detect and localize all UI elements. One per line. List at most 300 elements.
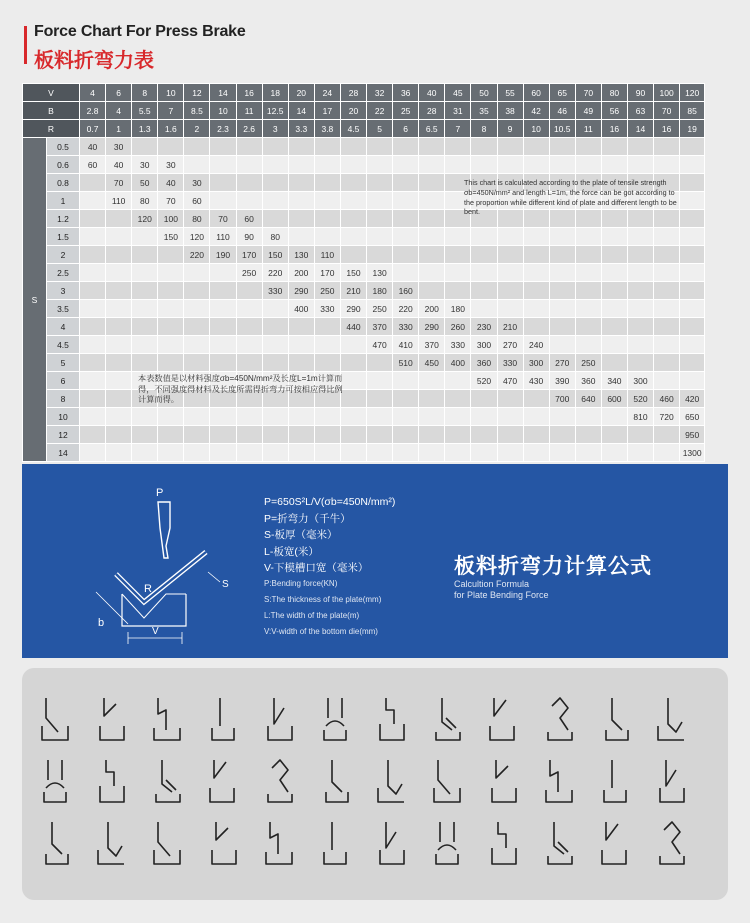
table-row bbox=[23, 300, 705, 318]
force-cell bbox=[393, 228, 419, 246]
force-cell bbox=[601, 318, 627, 336]
force-cell bbox=[184, 156, 210, 174]
force-cell bbox=[184, 318, 210, 336]
b-header-cell: 2.8 bbox=[80, 102, 106, 120]
thickness-value: 1 bbox=[47, 192, 80, 210]
force-cell: 520 bbox=[627, 390, 653, 408]
force-cell bbox=[654, 228, 680, 246]
formula-line: S-板厚（毫米） bbox=[264, 529, 338, 541]
force-cell bbox=[262, 354, 288, 372]
force-cell bbox=[314, 318, 340, 336]
v-header-cell: 24 bbox=[314, 84, 340, 102]
force-cell: 90 bbox=[236, 228, 262, 246]
force-cell bbox=[262, 192, 288, 210]
force-cell bbox=[627, 282, 653, 300]
b-header-cell: 70 bbox=[654, 102, 680, 120]
force-cell: 290 bbox=[288, 282, 314, 300]
force-cell bbox=[262, 426, 288, 444]
thickness-value: 2 bbox=[47, 246, 80, 264]
force-cell bbox=[106, 264, 132, 282]
thickness-value: 5 bbox=[47, 354, 80, 372]
force-cell bbox=[575, 318, 601, 336]
bending-profile-icon bbox=[38, 758, 72, 804]
force-cell bbox=[340, 408, 366, 426]
table-row bbox=[23, 138, 705, 156]
table-row bbox=[23, 264, 705, 282]
force-cell bbox=[106, 408, 132, 426]
r-header-cell: 9 bbox=[497, 120, 523, 138]
r-header-cell: 16 bbox=[654, 120, 680, 138]
table-row bbox=[23, 336, 705, 354]
force-cell bbox=[262, 336, 288, 354]
thickness-value: 1.5 bbox=[47, 228, 80, 246]
b-header-cell: 56 bbox=[601, 102, 627, 120]
force-cell: 60 bbox=[80, 156, 106, 174]
force-cell bbox=[158, 282, 184, 300]
bending-profile-icon bbox=[318, 696, 352, 742]
force-cell: 290 bbox=[340, 300, 366, 318]
force-cell: 470 bbox=[367, 336, 393, 354]
thickness-value: 10 bbox=[47, 408, 80, 426]
force-cell bbox=[575, 426, 601, 444]
bending-profile-icon bbox=[542, 820, 576, 866]
formula-legend bbox=[264, 576, 381, 640]
force-cell: 80 bbox=[184, 210, 210, 228]
table-row bbox=[23, 390, 705, 408]
v-header-cell: 50 bbox=[471, 84, 497, 102]
force-cell bbox=[158, 300, 184, 318]
diagram-label-s: S bbox=[222, 579, 229, 590]
force-cell bbox=[314, 408, 340, 426]
table-row bbox=[23, 426, 705, 444]
v-header-cell: 8 bbox=[132, 84, 158, 102]
force-cell: 130 bbox=[288, 246, 314, 264]
force-cell bbox=[106, 318, 132, 336]
force-cell: 720 bbox=[654, 408, 680, 426]
b-header-cell: 42 bbox=[523, 102, 549, 120]
thickness-value: 3 bbox=[47, 282, 80, 300]
force-cell bbox=[601, 426, 627, 444]
force-cell: 30 bbox=[158, 156, 184, 174]
force-cell bbox=[236, 192, 262, 210]
force-cell bbox=[158, 264, 184, 282]
v-header-cell: 80 bbox=[601, 84, 627, 102]
force-cell bbox=[80, 192, 106, 210]
force-cell bbox=[288, 444, 314, 462]
force-cell bbox=[601, 138, 627, 156]
force-cell bbox=[158, 138, 184, 156]
v-header-cell: 65 bbox=[549, 84, 575, 102]
force-cell: 170 bbox=[236, 246, 262, 264]
force-cell bbox=[80, 210, 106, 228]
force-cell bbox=[523, 408, 549, 426]
b-header-cell: 8.5 bbox=[184, 102, 210, 120]
force-cell bbox=[627, 264, 653, 282]
r-header-cell: 3.3 bbox=[288, 120, 314, 138]
bending-profile-icon bbox=[374, 696, 408, 742]
force-cell: 810 bbox=[627, 408, 653, 426]
legend-line: S:The thickness of the plate(mm) bbox=[264, 595, 382, 604]
table-row bbox=[23, 228, 705, 246]
force-cell bbox=[627, 318, 653, 336]
force-cell bbox=[184, 444, 210, 462]
force-cell bbox=[654, 300, 680, 318]
v-header-cell: 6 bbox=[106, 84, 132, 102]
force-cell bbox=[654, 282, 680, 300]
bending-profile-icon bbox=[38, 820, 72, 866]
legend-line: P:Bending force(KN) bbox=[264, 579, 338, 588]
b-header-row bbox=[23, 102, 705, 120]
b-header-cell: 17 bbox=[314, 102, 340, 120]
force-cell: 160 bbox=[393, 282, 419, 300]
force-cell bbox=[132, 246, 158, 264]
force-cell: 40 bbox=[158, 174, 184, 192]
force-cell: 110 bbox=[106, 192, 132, 210]
formula-title-en-line-1: Calcultion Formula bbox=[454, 579, 530, 589]
force-cell bbox=[627, 156, 653, 174]
force-cell bbox=[132, 318, 158, 336]
force-cell bbox=[497, 300, 523, 318]
force-cell bbox=[314, 138, 340, 156]
bending-profile-icon bbox=[262, 758, 296, 804]
force-cell bbox=[654, 426, 680, 444]
force-cell bbox=[80, 426, 106, 444]
force-cell bbox=[367, 444, 393, 462]
formula-title-en-line-2: for Plate Bending Force bbox=[454, 590, 549, 600]
thickness-value: 0.8 bbox=[47, 174, 80, 192]
r-header-cell: 2.3 bbox=[210, 120, 236, 138]
thickness-value: 1.2 bbox=[47, 210, 80, 228]
force-cell bbox=[210, 300, 236, 318]
force-cell bbox=[445, 408, 471, 426]
force-cell: 450 bbox=[419, 354, 445, 372]
force-cell: 300 bbox=[523, 354, 549, 372]
force-cell bbox=[262, 408, 288, 426]
force-cell bbox=[314, 156, 340, 174]
force-cell bbox=[445, 264, 471, 282]
force-cell bbox=[497, 228, 523, 246]
r-header-cell: 2.6 bbox=[236, 120, 262, 138]
force-cell bbox=[601, 156, 627, 174]
force-cell: 120 bbox=[184, 228, 210, 246]
force-cell bbox=[132, 408, 158, 426]
force-cell bbox=[236, 282, 262, 300]
force-cell: 210 bbox=[340, 282, 366, 300]
force-cell bbox=[445, 138, 471, 156]
r-header-cell: 7 bbox=[445, 120, 471, 138]
force-cell bbox=[654, 138, 680, 156]
force-cell bbox=[80, 408, 106, 426]
force-cell bbox=[80, 228, 106, 246]
force-cell bbox=[184, 426, 210, 444]
thickness-value: 0.6 bbox=[47, 156, 80, 174]
force-cell bbox=[549, 318, 575, 336]
force-cell: 30 bbox=[132, 156, 158, 174]
force-cell bbox=[393, 156, 419, 174]
v-header-cell: 45 bbox=[445, 84, 471, 102]
force-cell bbox=[549, 246, 575, 264]
force-cell bbox=[106, 282, 132, 300]
force-cell: 180 bbox=[445, 300, 471, 318]
force-cell bbox=[132, 354, 158, 372]
thickness-value: 0.5 bbox=[47, 138, 80, 156]
force-cell bbox=[367, 354, 393, 372]
force-cell bbox=[184, 336, 210, 354]
force-cell bbox=[184, 282, 210, 300]
force-cell bbox=[575, 228, 601, 246]
r-header-cell: 1.6 bbox=[158, 120, 184, 138]
diagram-label-r: R bbox=[144, 583, 152, 595]
force-cell bbox=[680, 138, 705, 156]
b-header-cell: 11 bbox=[236, 102, 262, 120]
force-cell bbox=[575, 282, 601, 300]
formula-line: L-板宽(米） bbox=[264, 545, 319, 558]
force-cell bbox=[340, 228, 366, 246]
force-cell bbox=[575, 336, 601, 354]
force-cell bbox=[288, 426, 314, 444]
force-cell: 330 bbox=[314, 300, 340, 318]
force-cell bbox=[106, 336, 132, 354]
force-cell bbox=[106, 390, 132, 408]
bending-profile-icon bbox=[542, 758, 576, 804]
force-cell bbox=[288, 408, 314, 426]
force-cell bbox=[575, 408, 601, 426]
force-cell bbox=[184, 264, 210, 282]
force-cell: 110 bbox=[210, 228, 236, 246]
force-cell bbox=[497, 426, 523, 444]
force-cell bbox=[654, 156, 680, 174]
force-cell bbox=[549, 264, 575, 282]
force-cell bbox=[210, 156, 236, 174]
v-header-cell: 120 bbox=[680, 84, 705, 102]
force-cell bbox=[654, 354, 680, 372]
force-cell bbox=[419, 390, 445, 408]
force-cell bbox=[262, 444, 288, 462]
force-cell: 360 bbox=[575, 372, 601, 390]
force-cell bbox=[340, 156, 366, 174]
b-header-cell: 28 bbox=[419, 102, 445, 120]
v-header-cell: 90 bbox=[627, 84, 653, 102]
force-cell: 440 bbox=[340, 318, 366, 336]
force-cell bbox=[393, 264, 419, 282]
force-cell bbox=[80, 372, 106, 390]
force-cell: 70 bbox=[106, 174, 132, 192]
force-cell bbox=[210, 354, 236, 372]
force-cell bbox=[654, 444, 680, 462]
thickness-value: 4 bbox=[47, 318, 80, 336]
force-cell bbox=[314, 426, 340, 444]
bending-profile-icon bbox=[430, 758, 464, 804]
force-cell bbox=[106, 228, 132, 246]
force-cell bbox=[288, 156, 314, 174]
force-cell bbox=[471, 156, 497, 174]
force-cell bbox=[419, 246, 445, 264]
force-cell bbox=[654, 336, 680, 354]
thickness-value: 4.5 bbox=[47, 336, 80, 354]
v-header-cell: 36 bbox=[393, 84, 419, 102]
force-cell bbox=[132, 264, 158, 282]
force-cell bbox=[262, 210, 288, 228]
force-cell bbox=[340, 336, 366, 354]
r-header-cell: 6 bbox=[393, 120, 419, 138]
force-cell bbox=[575, 300, 601, 318]
v-header-cell: 20 bbox=[288, 84, 314, 102]
force-cell bbox=[340, 192, 366, 210]
force-cell bbox=[471, 408, 497, 426]
force-cell bbox=[367, 192, 393, 210]
force-cell bbox=[210, 336, 236, 354]
force-cell bbox=[445, 228, 471, 246]
legend-line: V:V-width of the bottom die(mm) bbox=[264, 627, 378, 636]
force-cell: 520 bbox=[471, 372, 497, 390]
force-cell: 640 bbox=[575, 390, 601, 408]
force-cell bbox=[80, 174, 106, 192]
force-cell bbox=[314, 192, 340, 210]
force-cell bbox=[367, 408, 393, 426]
force-cell bbox=[393, 444, 419, 462]
force-cell bbox=[210, 264, 236, 282]
force-cell bbox=[654, 264, 680, 282]
force-cell bbox=[340, 444, 366, 462]
table-note-en: This chart is calculated according to the plate of tensile strength σb=450N/mm² and length L=1m, the force can be got according to the proportion while different kind of plate and different length to be bent. bbox=[464, 178, 677, 217]
force-cell bbox=[367, 210, 393, 228]
force-cell bbox=[314, 444, 340, 462]
force-cell bbox=[288, 318, 314, 336]
force-cell bbox=[497, 246, 523, 264]
bending-profile-icon bbox=[486, 820, 520, 866]
force-cell bbox=[680, 318, 705, 336]
force-cell bbox=[419, 372, 445, 390]
force-cell bbox=[288, 354, 314, 372]
force-cell: 60 bbox=[184, 192, 210, 210]
force-cell bbox=[340, 354, 366, 372]
b-header-cell: 35 bbox=[471, 102, 497, 120]
force-cell bbox=[419, 264, 445, 282]
force-cell bbox=[419, 138, 445, 156]
formula-line: P=650S²L/V(σb=450N/mm²) bbox=[264, 496, 396, 508]
force-cell: 400 bbox=[288, 300, 314, 318]
force-cell bbox=[106, 372, 132, 390]
force-cell: 600 bbox=[601, 390, 627, 408]
force-cell: 70 bbox=[210, 210, 236, 228]
force-cell: 430 bbox=[523, 372, 549, 390]
force-cell bbox=[419, 426, 445, 444]
force-cell bbox=[549, 282, 575, 300]
force-cell bbox=[575, 264, 601, 282]
force-cell bbox=[80, 282, 106, 300]
formula-title-cn: 板料折弯力计算公式 bbox=[454, 555, 652, 578]
force-cell bbox=[106, 426, 132, 444]
thickness-value: 12 bbox=[47, 426, 80, 444]
force-cell bbox=[314, 354, 340, 372]
force-cell bbox=[314, 210, 340, 228]
force-cell bbox=[132, 444, 158, 462]
b-header-cell: 31 bbox=[445, 102, 471, 120]
force-cell: 30 bbox=[106, 138, 132, 156]
force-cell bbox=[523, 138, 549, 156]
bending-diagram bbox=[88, 476, 258, 656]
force-cell: 190 bbox=[210, 246, 236, 264]
thickness-value: 3.5 bbox=[47, 300, 80, 318]
bending-profile-icon bbox=[486, 758, 520, 804]
bending-profile-icon bbox=[542, 696, 576, 742]
table-row bbox=[23, 444, 705, 462]
v-header-cell: 14 bbox=[210, 84, 236, 102]
bending-profile-icon bbox=[318, 758, 352, 804]
force-cell bbox=[523, 264, 549, 282]
force-cell bbox=[419, 156, 445, 174]
force-cell bbox=[549, 300, 575, 318]
force-cell bbox=[236, 336, 262, 354]
r-header-cell: 16 bbox=[601, 120, 627, 138]
force-cell: 80 bbox=[262, 228, 288, 246]
force-cell bbox=[523, 246, 549, 264]
force-cell bbox=[393, 390, 419, 408]
force-cell bbox=[549, 408, 575, 426]
force-cell: 210 bbox=[497, 318, 523, 336]
b-header-cell: 85 bbox=[680, 102, 705, 120]
force-cell: 30 bbox=[184, 174, 210, 192]
v-header-cell: 18 bbox=[262, 84, 288, 102]
force-cell bbox=[80, 444, 106, 462]
force-cell bbox=[680, 264, 705, 282]
force-cell bbox=[445, 372, 471, 390]
force-cell bbox=[419, 408, 445, 426]
force-cell bbox=[367, 372, 393, 390]
force-cell: 250 bbox=[575, 354, 601, 372]
force-cell bbox=[158, 336, 184, 354]
force-cell bbox=[627, 354, 653, 372]
force-cell bbox=[419, 192, 445, 210]
force-cell bbox=[497, 264, 523, 282]
force-cell bbox=[106, 444, 132, 462]
force-cell bbox=[158, 246, 184, 264]
force-cell bbox=[497, 444, 523, 462]
force-cell bbox=[158, 318, 184, 336]
force-cell bbox=[627, 444, 653, 462]
force-cell bbox=[523, 228, 549, 246]
b-header-cell: 10 bbox=[210, 102, 236, 120]
force-cell bbox=[288, 210, 314, 228]
force-cell bbox=[262, 300, 288, 318]
force-cell: 510 bbox=[393, 354, 419, 372]
force-cell bbox=[627, 336, 653, 354]
v-header-cell: 70 bbox=[575, 84, 601, 102]
force-cell bbox=[236, 174, 262, 192]
force-cell bbox=[680, 372, 705, 390]
bending-profile-icon bbox=[654, 696, 688, 742]
force-cell bbox=[497, 156, 523, 174]
r-header-cell: 2 bbox=[184, 120, 210, 138]
diagram-label-p: P bbox=[156, 487, 164, 499]
force-cell bbox=[106, 300, 132, 318]
force-cell bbox=[523, 444, 549, 462]
force-cell: 340 bbox=[601, 372, 627, 390]
force-cell bbox=[523, 426, 549, 444]
force-cell: 250 bbox=[367, 300, 393, 318]
bending-profile-icon bbox=[150, 758, 184, 804]
b-header-cell: 5.5 bbox=[132, 102, 158, 120]
force-cell bbox=[471, 282, 497, 300]
bending-profile-icon bbox=[38, 696, 72, 742]
force-cell bbox=[680, 336, 705, 354]
force-cell bbox=[210, 444, 236, 462]
v-header-cell: 32 bbox=[367, 84, 393, 102]
thickness-axis-label: S bbox=[23, 138, 47, 462]
b-header-cell: 49 bbox=[575, 102, 601, 120]
force-cell: 40 bbox=[80, 138, 106, 156]
force-cell bbox=[523, 156, 549, 174]
